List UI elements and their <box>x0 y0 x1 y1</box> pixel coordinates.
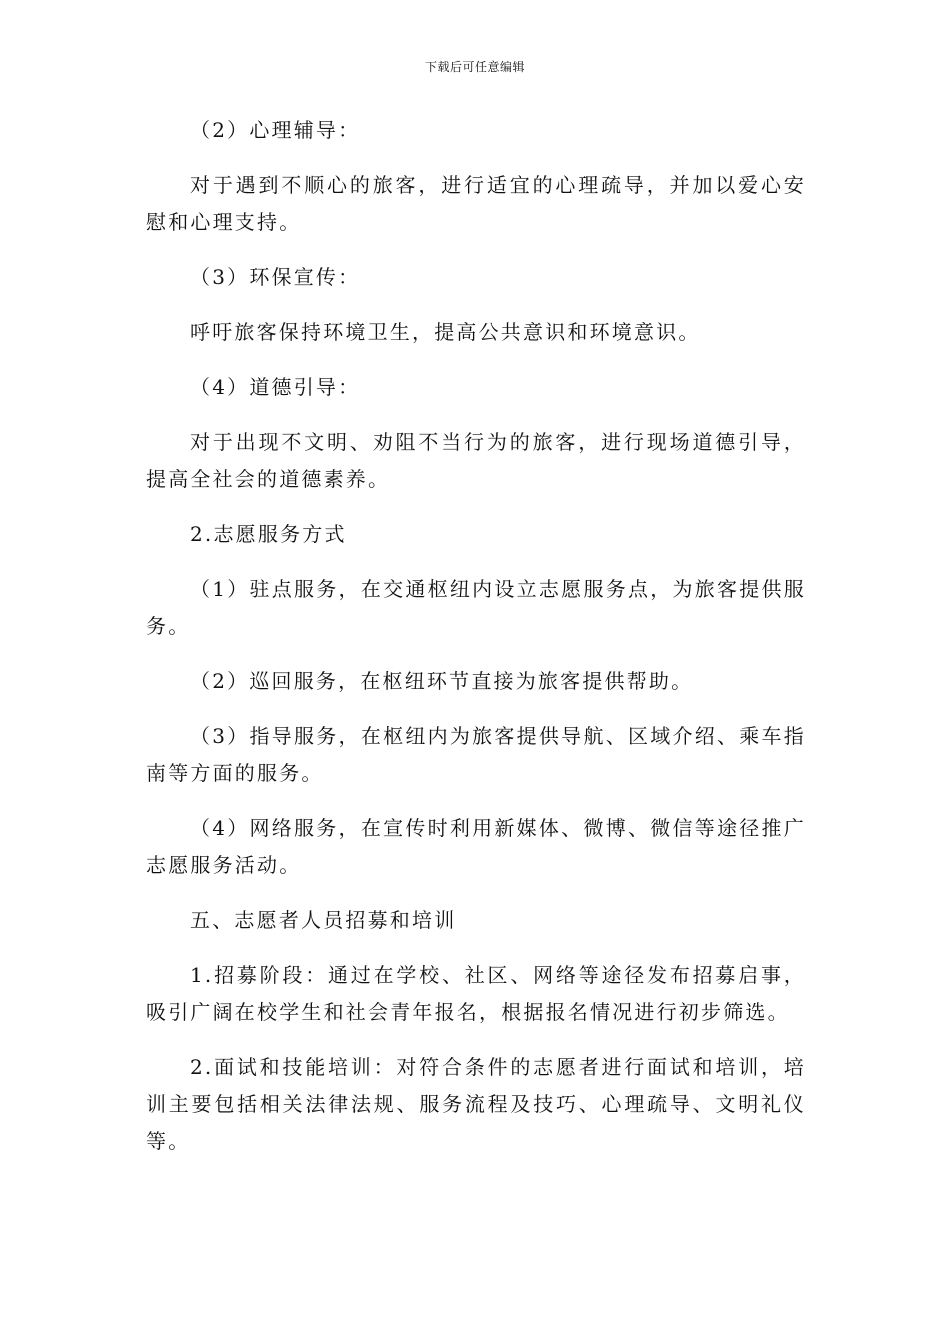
paragraph: （4）道德引导： <box>190 375 361 399</box>
page-header: 下载后可任意编辑 <box>424 60 525 74</box>
paragraph: 呼吁旅客保持环境卫生，提高公共意识和环境意识。 <box>190 320 701 344</box>
paragraph: （2）巡回服务，在枢纽环节直接为旅客提供帮助。 <box>190 669 694 693</box>
paragraph: （3）指导服务，在枢纽内为旅客提供导航、区域介绍、乘车指南等方面的服务。 <box>146 724 806 785</box>
paragraph: （1）驻点服务，在交通枢纽内设立志愿服务点，为旅客提供服务。 <box>146 577 806 638</box>
paragraph: （2）心理辅导： <box>190 118 361 142</box>
document-body <box>146 112 806 1178</box>
section-heading: 五、志愿者人员招募和培训 <box>190 908 457 932</box>
section-heading: 2.志愿服务方式 <box>190 522 347 546</box>
paragraph: 1.招募阶段：通过在学校、社区、网络等途径发布招募启事，吸引广阔在校学生和社会青年报名，根据报名情况进行初步筛选。 <box>146 963 806 1024</box>
paragraph: （4）网络服务，在宣传时利用新媒体、微博、微信等途径推广志愿服务活动。 <box>146 816 806 877</box>
paragraph: 对于出现不文明、劝阻不当行为的旅客，进行现场道德引导，提高全社会的道德素养。 <box>146 430 806 491</box>
paragraph: 2.面试和技能培训：对符合条件的志愿者进行面试和培训，培训主要包括相关法律法规、服务流程及技巧、心理疏导、文明礼仪等。 <box>146 1055 806 1153</box>
paragraph: 对于遇到不顺心的旅客，进行适宜的心理疏导，并加以爱心安慰和心理支持。 <box>146 173 806 234</box>
paragraph: （3）环保宣传： <box>190 265 361 289</box>
